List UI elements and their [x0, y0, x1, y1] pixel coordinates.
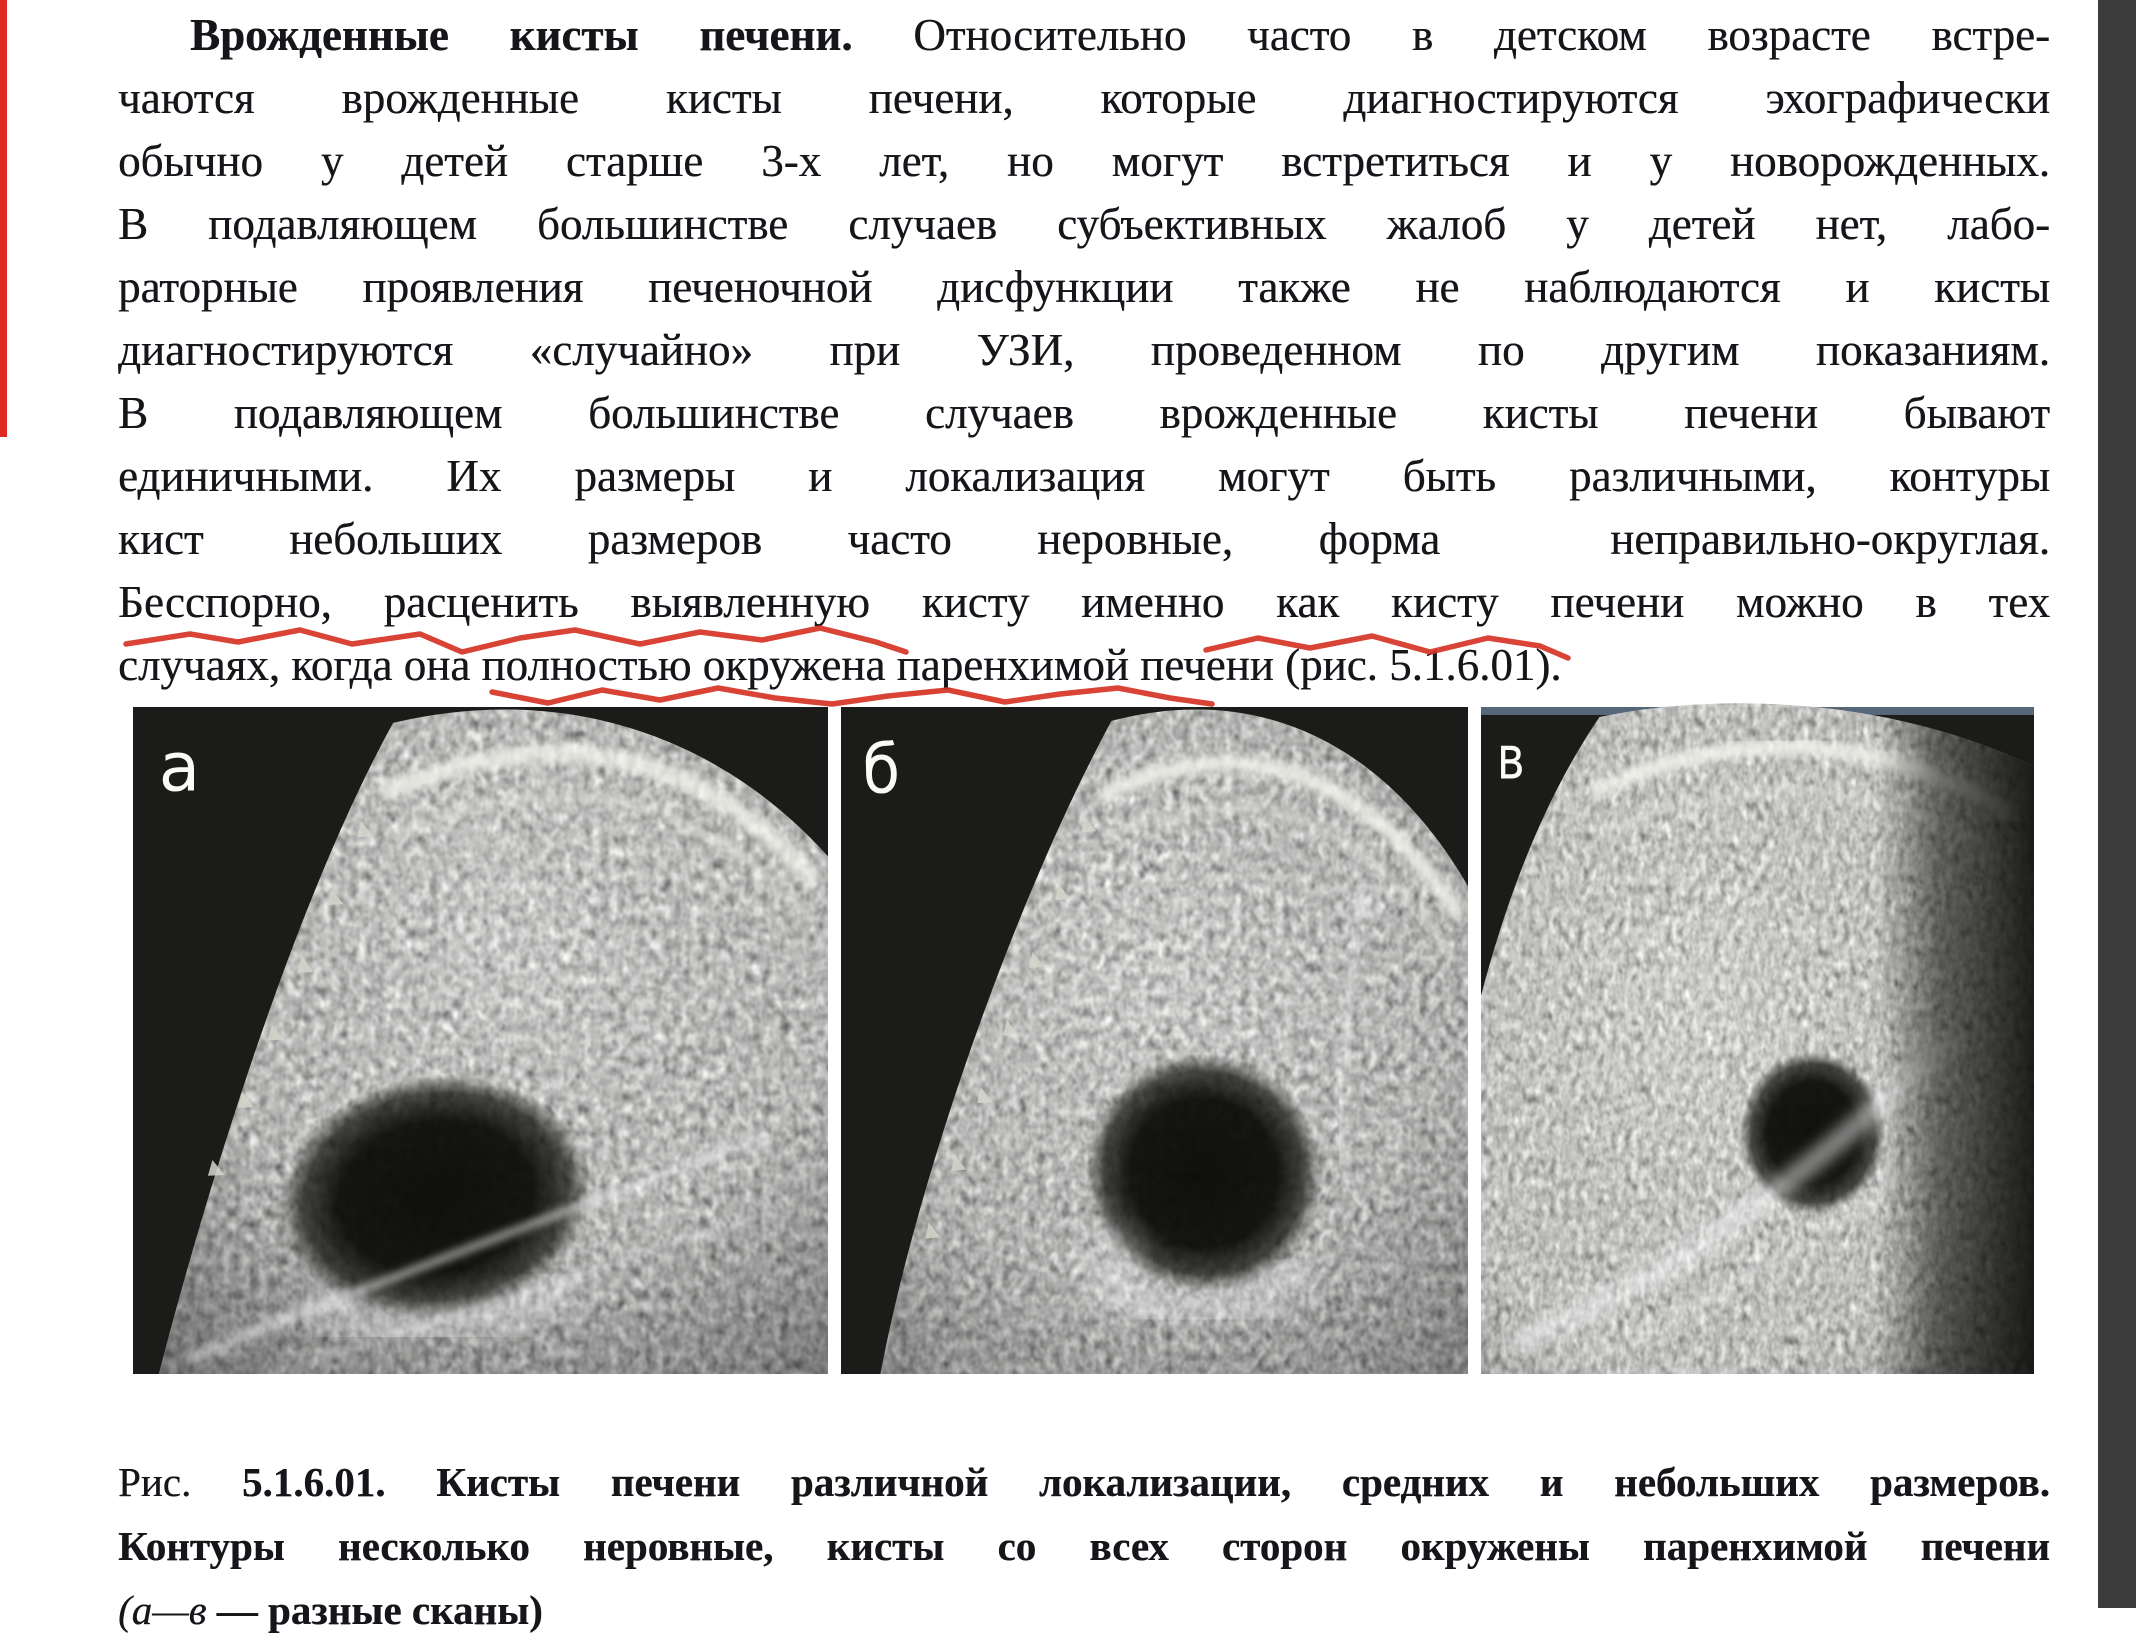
caption-prefix: Рис.	[118, 1459, 192, 1505]
body-paragraph	[118, 4, 2050, 697]
figure-caption	[118, 1450, 2050, 1642]
lead-bold: Врожденные кисты печени.	[190, 10, 853, 60]
figure-5-1-6-01	[133, 707, 2034, 1374]
panel-label-b: б	[862, 730, 901, 810]
caption-line-1	[118, 1450, 2050, 1514]
ultrasound-panel-b	[841, 707, 1468, 1374]
body-line-3: обычно у детей старше 3-х лет, но могут встретиться и у новорожденных.	[118, 136, 2050, 186]
ultrasound-image-b	[841, 707, 1468, 1374]
panel-label-a: а	[158, 727, 201, 807]
body-line-7: В подавляющем большинстве случаев врожденные кисты печени бывают	[118, 388, 2050, 438]
ultrasound-panel-c	[1481, 707, 2034, 1374]
body-line-8: единичными. Их размеры и локализация могут быть различными, контуры	[118, 451, 2050, 501]
ultrasound-image-a	[133, 707, 828, 1374]
body-line-10: Бесспорно, расценить выявленную кисту именно как кисту печени можно в тех	[118, 577, 2050, 627]
caption-bold-1: 5.1.6.01. Кисты печени различной локализации, средних и небольших размеров.	[241, 1459, 2050, 1505]
red-margin-line	[0, 0, 7, 437]
body-line-5: раторные проявления печеночной дисфункции также не наблюдаются и кисты	[118, 262, 2050, 312]
ultrasound-panel-a	[133, 707, 828, 1374]
body-line-6: диагностируются «случайно» при УЗИ, проведенном по другим показаниям.	[118, 325, 2050, 375]
panel-label-c: в	[1496, 723, 1525, 794]
body-line-9: кист небольших размеров часто неровные, форма неправильно-округлая.	[118, 514, 2050, 564]
body-line-4: В подавляющем большинстве случаев субъективных жалоб у детей нет, лабо-	[118, 199, 2050, 249]
page-right-strip	[2098, 0, 2136, 1608]
body-line-11: случаях, когда она полностью окружена паренхимой печени (рис. 5.1.6.01).	[118, 640, 1562, 690]
body-line-2: чаются врожденные кисты печени, которые диагностируются эхографически	[118, 73, 2050, 123]
ultrasound-image-c	[1481, 707, 2034, 1374]
caption-line-2: Контуры несколько неровные, кисты со всех сторон окружены паренхимой печени	[118, 1523, 2050, 1569]
body-line-1: Врожденные кисты печени. Относительно часто в детском возрасте встре-	[190, 10, 2051, 60]
caption-line-3: (а—в — разные сканы)	[118, 1587, 543, 1633]
